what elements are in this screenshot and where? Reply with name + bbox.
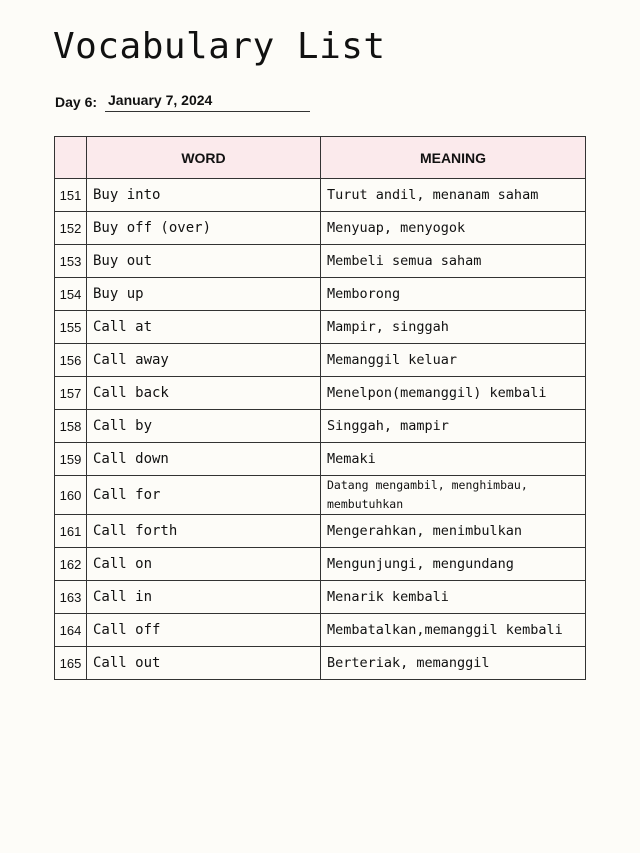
- row-meaning: Memborong: [321, 278, 586, 311]
- row-meaning: Mengunjungi, mengundang: [321, 548, 586, 581]
- table-row: [55, 311, 586, 344]
- row-meaning: Mampir, singgah: [321, 311, 586, 344]
- row-meaning: Menelpon(memanggil) kembali: [321, 377, 586, 410]
- row-number: 162: [55, 548, 87, 581]
- row-number: 151: [55, 179, 87, 212]
- page-title: Vocabulary List: [53, 26, 386, 67]
- table-row: [55, 581, 586, 614]
- table-row: [55, 410, 586, 443]
- row-meaning: Memanggil keluar: [321, 344, 586, 377]
- row-number: 155: [55, 311, 87, 344]
- row-word: Call forth: [87, 515, 321, 548]
- table-row: [55, 179, 586, 212]
- row-number: 157: [55, 377, 87, 410]
- row-number: 159: [55, 443, 87, 476]
- table-row: [55, 212, 586, 245]
- row-word: Call in: [87, 581, 321, 614]
- row-word: Call down: [87, 443, 321, 476]
- table-row: [55, 515, 586, 548]
- table-row: [55, 377, 586, 410]
- row-meaning: Berteriak, memanggil: [321, 647, 586, 680]
- table-row: [55, 443, 586, 476]
- row-meaning: Mengerahkan, menimbulkan: [321, 515, 586, 548]
- row-number: 160: [55, 476, 87, 515]
- row-word: Call for: [87, 476, 321, 515]
- row-meaning: Singgah, mampir: [321, 410, 586, 443]
- table-row: [55, 245, 586, 278]
- row-meaning: Membeli semua saham: [321, 245, 586, 278]
- header-word: WORD: [87, 137, 321, 179]
- row-word: Buy off (over): [87, 212, 321, 245]
- row-word: Call on: [87, 548, 321, 581]
- row-word: Buy out: [87, 245, 321, 278]
- day-row: [55, 92, 315, 114]
- table-header-row: [55, 137, 586, 179]
- vocabulary-table: [54, 136, 586, 680]
- table-row: [55, 548, 586, 581]
- day-label: Day 6:: [55, 94, 98, 110]
- table-row: [55, 614, 586, 647]
- row-word: Buy into: [87, 179, 321, 212]
- row-number: 158: [55, 410, 87, 443]
- row-word: Call off: [87, 614, 321, 647]
- row-number: 152: [55, 212, 87, 245]
- row-meaning: Datang mengambil, menghimbau, membutuhkan: [321, 476, 586, 515]
- row-word: Call away: [87, 344, 321, 377]
- row-meaning: Membatalkan,memanggil kembali: [321, 614, 586, 647]
- row-word: Call by: [87, 410, 321, 443]
- row-meaning: Menarik kembali: [321, 581, 586, 614]
- day-date-value: January 7, 2024: [108, 92, 213, 108]
- row-number: 161: [55, 515, 87, 548]
- row-number: 163: [55, 581, 87, 614]
- table-row: [55, 278, 586, 311]
- header-number: [55, 137, 87, 179]
- row-number: 154: [55, 278, 87, 311]
- row-word: Call back: [87, 377, 321, 410]
- row-meaning: Turut andil, menanam saham: [321, 179, 586, 212]
- day-underline: [105, 111, 310, 112]
- row-number: 156: [55, 344, 87, 377]
- row-number: 165: [55, 647, 87, 680]
- row-meaning: Memaki: [321, 443, 586, 476]
- table-row: [55, 344, 586, 377]
- row-meaning: Menyuap, menyogok: [321, 212, 586, 245]
- row-word: Call at: [87, 311, 321, 344]
- table-row: [55, 647, 586, 680]
- row-number: 153: [55, 245, 87, 278]
- header-meaning: MEANING: [321, 137, 586, 179]
- table-row: [55, 476, 586, 515]
- row-word: Buy up: [87, 278, 321, 311]
- row-number: 164: [55, 614, 87, 647]
- row-word: Call out: [87, 647, 321, 680]
